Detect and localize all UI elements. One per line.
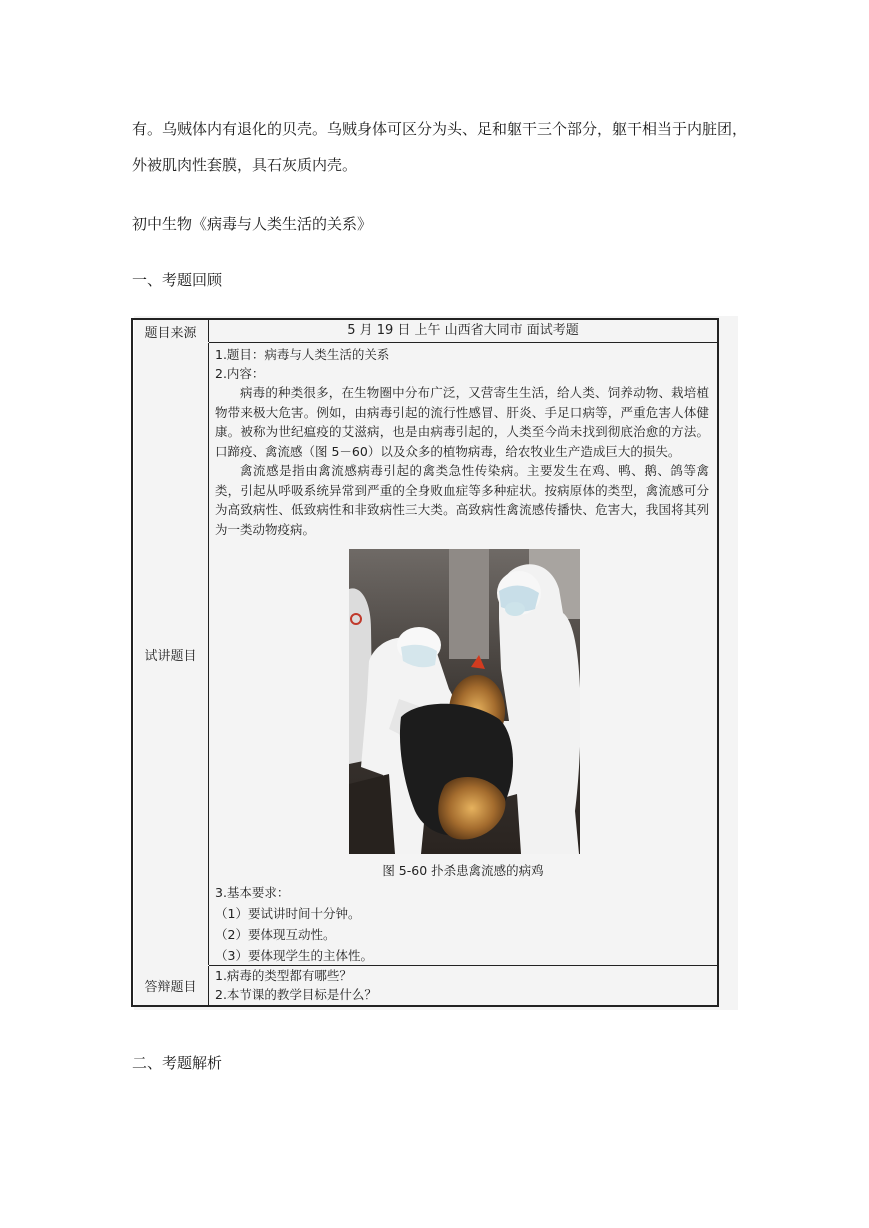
requirement-item: （1）要试讲时间十分钟。	[215, 906, 361, 921]
topic-line: 1.题目：病毒与人类生活的关系	[215, 347, 390, 362]
requirements-label: 3.基本要求：	[215, 885, 290, 900]
source-label: 题目来源	[133, 320, 209, 342]
source-value: 5 月 19 日 上午 山西省大同市 面试考题	[209, 320, 717, 343]
lecture-label: 试讲题目	[133, 343, 209, 965]
bird-flu-culling-photo	[349, 549, 580, 854]
section-heading-analysis: 二、考题解析	[132, 1054, 223, 1072]
subject-title: 初中生物《病毒与人类生活的关系》	[132, 215, 373, 233]
requirement-item: （3）要体现学生的主体性。	[215, 948, 373, 963]
content-label: 2.内容：	[215, 366, 265, 381]
defense-question: 2.本节课的教学目标是什么？	[215, 987, 377, 1002]
defense-label: 答辩题目	[133, 966, 209, 1005]
defense-content	[209, 966, 717, 1005]
figure-caption: 图 5-60 扑杀患禽流感的病鸡	[382, 863, 544, 878]
defense-question: 1.病毒的类型都有哪些？	[215, 968, 352, 983]
content-paragraph-1: 病毒的种类很多，在生物圈中分布广泛，又营寄生生活，给人类、饲养动物、栽培植物带来极大危害。例如，由病毒引起的流行性感冒、肝炎、手足口病等，严重危害人体健康。被称为世纪瘟疫的艾滋病，也是由病毒引起的，人类至今尚未找到彻底治愈的方法。口蹄疫、禽流感（图 5－60）以及众多的植物病毒，给农牧业生产造成巨大的损失。	[215, 385, 709, 459]
requirement-item: （2）要体现互动性。	[215, 927, 336, 942]
section-heading-review: 一、考题回顾	[132, 271, 223, 289]
content-paragraph-2: 禽流感是指由禽流感病毒引起的禽类急性传染病。主要发生在鸡、鸭、鹅、鸽等禽类，引起从呼吸系统异常到严重的全身败血症等多种症状。按病原体的类型，禽流感可分为高致病性、低致病性和非致病性三大类。高致病性禽流感传播快、危害大，我国将其列为一类动物疫病。	[215, 463, 709, 537]
intro-paragraph: 有。乌贼体内有退化的贝壳。乌贼身体可区分为头、足和躯干三个部分，躯干相当于内脏团，外被肌肉性套膜，具石灰质内壳。	[132, 120, 748, 174]
